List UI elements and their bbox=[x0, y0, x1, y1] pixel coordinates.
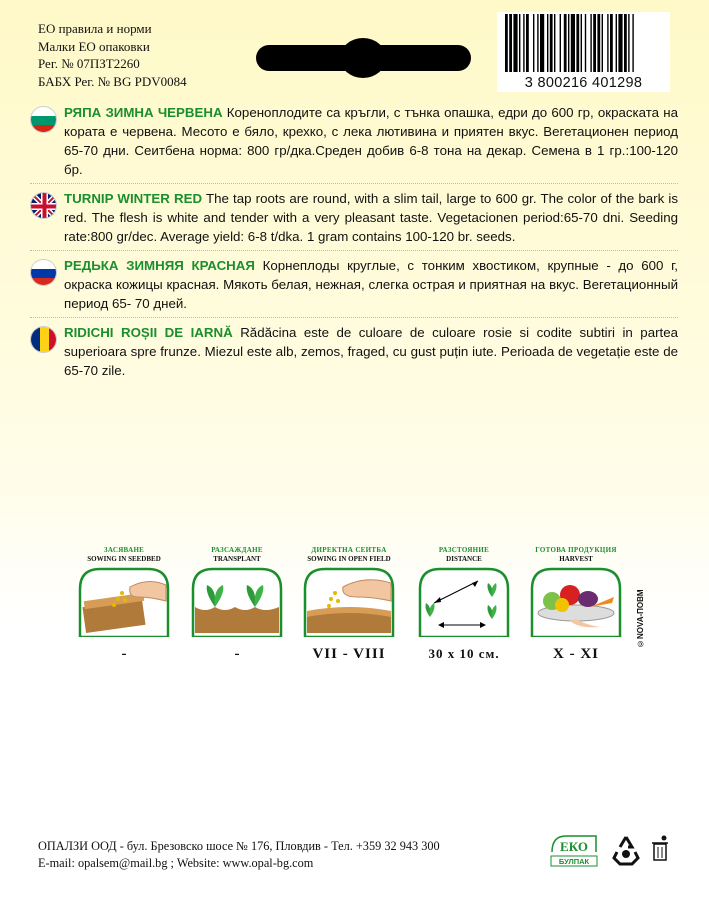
section-bulgarian bbox=[30, 103, 678, 179]
icon-value: 30 х 10 см. bbox=[428, 646, 500, 661]
icon-value: - bbox=[234, 646, 240, 662]
icon-label-en: TRANSPLANT bbox=[213, 555, 261, 563]
romania-flag-icon bbox=[30, 326, 57, 353]
harvest-icon bbox=[530, 567, 622, 637]
barcode-bars bbox=[497, 12, 670, 72]
russia-flag-icon bbox=[30, 259, 57, 286]
icon-label-bg: РАЗСТОЯНИЕ bbox=[438, 546, 490, 554]
header-line-4: БАБХ Рег. № BG PDV0084 bbox=[38, 73, 187, 89]
section-title: РЯПА ЗИМНА ЧЕРВЕНА bbox=[64, 105, 223, 120]
icon-label-en: DISTANCE bbox=[446, 555, 482, 563]
icon-value: X - XI bbox=[553, 646, 599, 662]
registration-header bbox=[38, 20, 187, 90]
icon-label-bg: РАЗСАЖДАНЕ bbox=[211, 546, 263, 554]
barcode-number: 3 800216 401298 bbox=[524, 75, 643, 91]
direct-sowing-column bbox=[299, 546, 399, 663]
icon-label-en: HARVEST bbox=[559, 555, 593, 563]
icon-label-bg: ДИРЕКТНА СЕИТБА bbox=[311, 546, 387, 554]
divider bbox=[30, 183, 678, 184]
trash-bin-icon bbox=[648, 834, 672, 864]
eco-logo-top-text: ЕКО bbox=[560, 839, 588, 854]
section-russian bbox=[30, 256, 678, 313]
icon-value: VII - VIII bbox=[312, 646, 386, 662]
icon-label-en: SOWING IN SEEDBED bbox=[87, 555, 161, 563]
section-text: Rădăcina este de culoare de culoare rosie si codite subtiri in partea superioara spre frunze. Miezul este alb, zemos, fraged, cu gust puțin iute. Perioada de vegetație este de 65-70 zile. bbox=[64, 325, 678, 378]
footer-contacts: E-mail: opalsem@mail.bg ; Website: www.opal-bg.com bbox=[38, 856, 314, 870]
section-title: RIDICHI ROȘII DE IARNĂ bbox=[64, 325, 233, 340]
cultivation-icons bbox=[74, 546, 634, 666]
harvest-column bbox=[526, 546, 626, 663]
section-english bbox=[30, 189, 678, 246]
direct-sowing-icon bbox=[303, 567, 395, 637]
section-text: Корнеплоды круглые, с тонким хвостиком, крупные - до 600 г, окраска кожицы красная. Мякоть белая, нежная, слегка острая и приятная на вкус. Вегетационный период 65- 70 дней. bbox=[64, 258, 678, 311]
distance-column bbox=[414, 546, 514, 662]
footer-address: ОПАЛЗИ ООД - бул. Брезовско шосе № 176, Пловдив - Тел. +359 32 943 300 bbox=[38, 839, 440, 853]
hanger-slot bbox=[256, 38, 471, 78]
sowing-seedbed-icon bbox=[78, 567, 170, 637]
footer bbox=[38, 838, 440, 872]
transplant-icon bbox=[191, 567, 283, 637]
section-text: The tap roots are round, with a slim tail, large to 600 gr. The color of the bark is red. The flesh is white and tender with a very pleasant taste. Vegetacionen period:65-70 dni. Seeding rate:800 gr/dec. Average yield: 6-8 t/dka. 1 gram contains 100-120 br. seeds. bbox=[64, 191, 678, 244]
transplant-column bbox=[187, 546, 287, 663]
sowing-seedbed-column bbox=[74, 546, 174, 663]
divider bbox=[30, 250, 678, 251]
section-title: TURNIP WINTER RED bbox=[64, 191, 203, 206]
section-romanian bbox=[30, 323, 678, 380]
uk-flag-icon bbox=[30, 192, 57, 219]
header-line-2: Малки ЕО опаковки bbox=[38, 38, 150, 54]
description-sections bbox=[30, 103, 678, 380]
icon-label-bg: ЗАСЯВАНЕ bbox=[103, 546, 145, 554]
eco-logo-bottom-text: БУЛПАК bbox=[558, 857, 590, 866]
icon-value: - bbox=[121, 646, 127, 662]
section-title: РЕДЬКА ЗИМНЯЯ КРАСНАЯ bbox=[64, 258, 255, 273]
bulgaria-flag-icon bbox=[30, 106, 57, 133]
header-line-1: ЕО правила и норми bbox=[38, 21, 152, 36]
eco-bulpak-logo-icon bbox=[548, 834, 600, 868]
distance-icon bbox=[418, 567, 510, 637]
header-line-3: Рег. № 07ПЗТ2260 bbox=[38, 56, 140, 71]
recycle-icon bbox=[612, 834, 640, 868]
divider bbox=[30, 317, 678, 318]
icon-label-bg: ГОТОВА ПРОДУКЦИЯ bbox=[535, 546, 617, 554]
copyright-mark: ©NOVA-ПОВМ bbox=[636, 589, 645, 648]
barcode bbox=[497, 12, 670, 92]
section-text: Кореноплодите са кръгли, с тънка опашка, едри до 600 гр, окраската на кората е червена. Месото е бяло, крехко, с лека лютивина и приятен вкус. Вегетационен период 65-70 дни. Сеитбена норма: 800 гр/дка.Среден добив 6-8 тона на декар. Семена в 1 гр.:100-120 бр. bbox=[64, 105, 678, 177]
icon-label-en: SOWING IN OPEN FIELD bbox=[307, 555, 391, 563]
